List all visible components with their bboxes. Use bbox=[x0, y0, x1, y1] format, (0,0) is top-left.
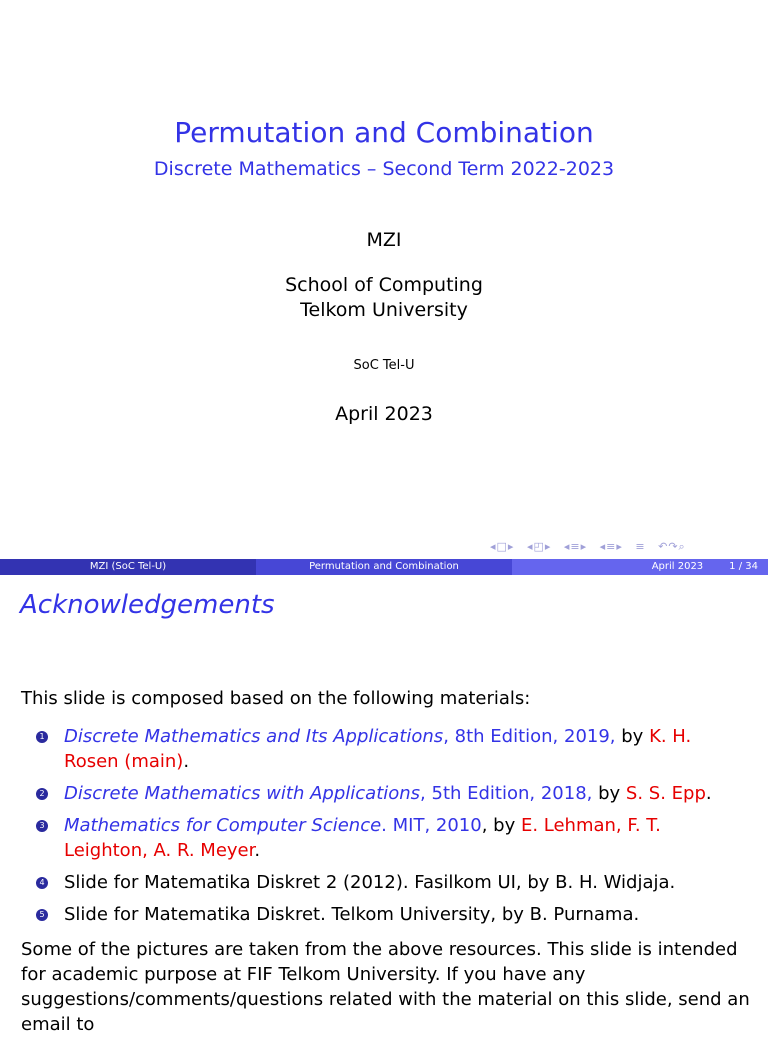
bullet-icon: 3 bbox=[36, 820, 48, 832]
author: MZI bbox=[366, 229, 402, 251]
beamer-nav-bar bbox=[490, 540, 765, 556]
footer-author: MZI (SoC Tel-U) bbox=[0, 559, 256, 575]
book-author: S. S. Epp bbox=[625, 783, 706, 804]
end-text: . bbox=[705, 783, 712, 804]
book-edition: , 5th Edition, 2018, bbox=[420, 783, 593, 804]
book-title: Mathematics for Computer Science bbox=[64, 815, 382, 836]
book-author: E. Lehman, F. T. Leighton, A. R. Meyer bbox=[64, 815, 661, 861]
bullet-icon: 5 bbox=[36, 909, 48, 921]
subsection-icon[interactable]: ◂≡▸ bbox=[599, 540, 623, 553]
search-icon[interactable]: ↶↷⌕ bbox=[658, 540, 686, 553]
by-text: , by bbox=[481, 815, 521, 836]
frame-title: Acknowledgements bbox=[20, 590, 275, 620]
intro-text: This slide is composed based on the following materials: bbox=[21, 688, 531, 709]
list-item bbox=[36, 781, 736, 806]
end-text: . bbox=[254, 840, 261, 861]
bullet-icon: 2 bbox=[36, 788, 48, 800]
item-text: Slide for Matematika Diskret 2 (2012). Fasilkom UI, by B. H. Widjaja. bbox=[64, 872, 676, 893]
bullet-icon: 4 bbox=[36, 877, 48, 889]
list-item bbox=[36, 724, 736, 774]
book-author: K. H. Rosen (main) bbox=[64, 726, 692, 772]
slide-footer bbox=[0, 559, 768, 575]
institute-line-2: Telkom University bbox=[300, 299, 468, 321]
list-item bbox=[36, 870, 736, 895]
slide-date: April 2023 bbox=[335, 403, 433, 425]
book-title: Discrete Mathematics with Applications bbox=[64, 783, 421, 804]
frame-icon[interactable]: ◂◰▸ bbox=[526, 540, 552, 553]
prev-icon[interactable]: ◂□▸ bbox=[490, 540, 515, 553]
footer-date: April 2023 bbox=[651, 561, 704, 572]
bullet-icon: 1 bbox=[36, 731, 48, 743]
slide-subtitle: Discrete Mathematics – Second Term 2022-2023 bbox=[153, 158, 615, 180]
end-text: . bbox=[183, 751, 190, 772]
book-edition: , 8th Edition, 2019, bbox=[443, 726, 616, 747]
page-number: 1 / 34 bbox=[729, 561, 758, 572]
footer-right bbox=[512, 559, 768, 575]
slide-title: Permutation and Combination bbox=[174, 116, 594, 149]
footer-title: Permutation and Combination bbox=[256, 559, 512, 575]
list-item bbox=[36, 813, 736, 863]
book-title: Discrete Mathematics and Its Applications bbox=[64, 726, 444, 747]
list-item bbox=[36, 902, 736, 927]
outro-text: Some of the pictures are taken from the above resources. This slide is intended for academic purpose at FIF Telkom University. If you have any suggestions/comments/questions related with the material on this slide, send an email to bbox=[21, 939, 750, 1035]
book-edition: . MIT, 2010 bbox=[381, 815, 482, 836]
by-text: by bbox=[592, 783, 626, 804]
institute-short: SoC Tel-U bbox=[353, 358, 415, 373]
item-text: Slide for Matematika Diskret. Telkom University, by B. Purnama. bbox=[64, 904, 640, 925]
align-icon[interactable]: ≡ bbox=[635, 540, 646, 553]
institute-line-1: School of Computing bbox=[285, 274, 483, 296]
by-text: by bbox=[615, 726, 650, 747]
section-icon[interactable]: ◂≡▸ bbox=[563, 540, 588, 553]
